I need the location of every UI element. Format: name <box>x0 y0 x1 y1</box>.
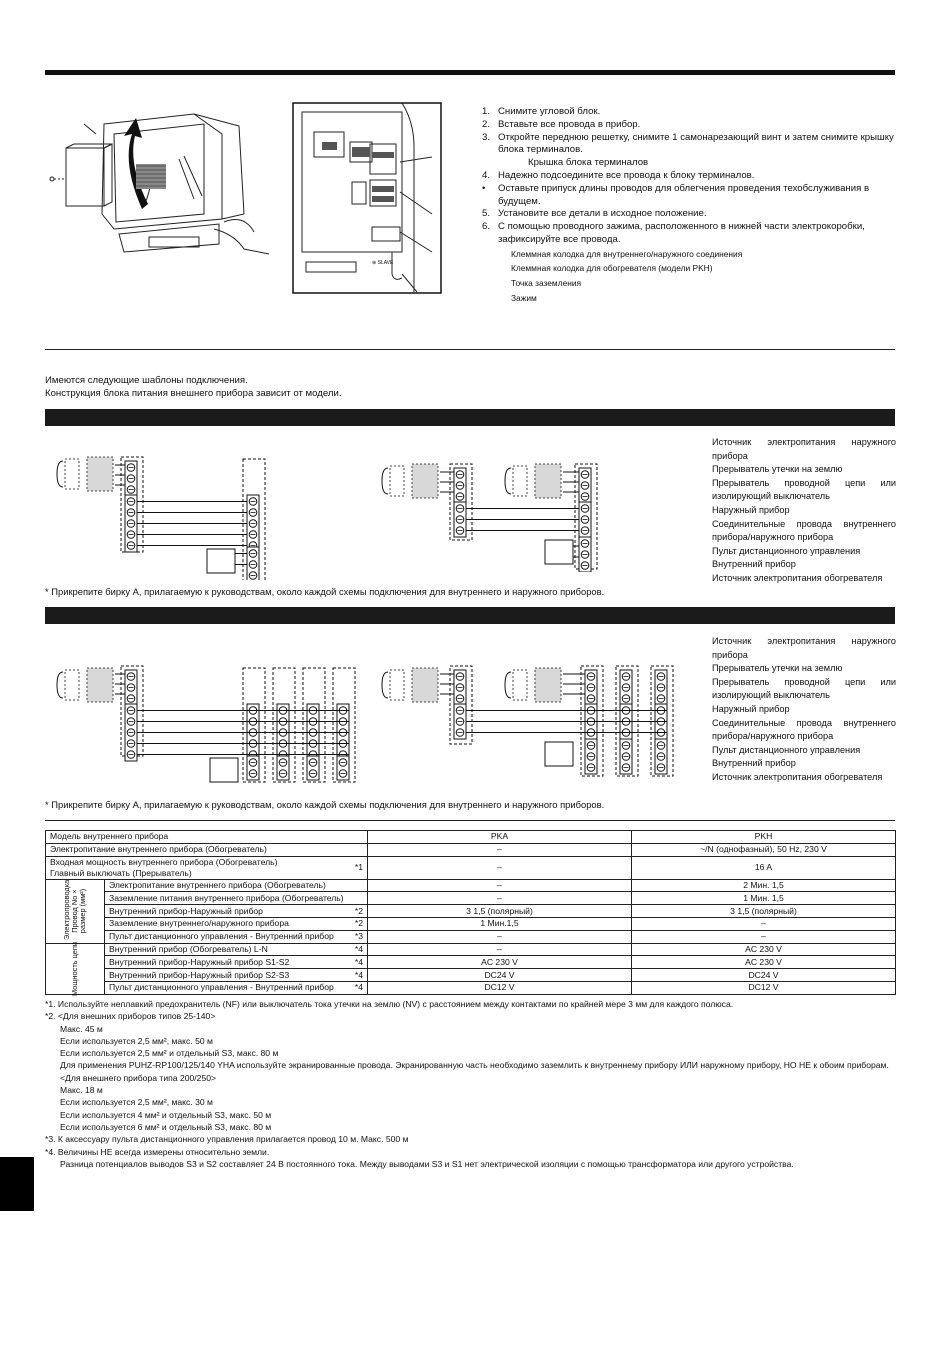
section-band-1 <box>45 409 895 426</box>
legend-item: Прерыватель утечки на землю <box>712 663 843 674</box>
step-number: 3. <box>482 131 491 143</box>
intro-line: Имеются следующие шаблоны подключения. <box>45 375 248 386</box>
row-label: Внутренний прибор-Наружный прибор <box>109 905 263 916</box>
table-cell: DC24 V <box>632 969 896 982</box>
note-line: Если используется 2,5 мм² и отдельный S3, макс. 80 м <box>60 1048 279 1059</box>
table-cell <box>105 892 368 905</box>
row-label: Электропитание внутреннего прибора (Обогреватель) <box>109 879 326 890</box>
power-source-bracket <box>57 672 63 698</box>
power-source-bracket <box>382 672 388 698</box>
table-cell <box>105 943 368 956</box>
remote-controller <box>210 758 238 782</box>
note-line: Макс. 45 м <box>60 1023 103 1034</box>
table-row <box>46 981 896 994</box>
table-cell: 16 A <box>632 856 896 879</box>
table-cell: DC24 V <box>368 969 632 982</box>
breaker-box <box>513 466 527 496</box>
section-rule <box>45 349 895 350</box>
table-cell <box>46 856 368 879</box>
note-line: Если используется 2,5 мм², макс. 50 м <box>60 1035 213 1046</box>
table-cell: – <box>368 843 632 856</box>
remote-controller <box>545 540 573 564</box>
step-number: • <box>482 182 486 194</box>
table-row <box>46 943 896 956</box>
note-mark: *4 <box>354 956 363 967</box>
power-source-bracket <box>382 468 388 494</box>
table-row <box>46 831 896 844</box>
table-rule <box>45 820 895 821</box>
table-cell <box>105 917 368 930</box>
step-text: Крышка блока терминалов <box>528 157 649 169</box>
step-text: Установите все детали в исходное положение. <box>498 208 707 220</box>
table-cell: PKH <box>632 831 896 844</box>
cell-line: Главный выключать (Прерыватель) <box>50 867 192 878</box>
power-source-bracket <box>505 672 511 698</box>
legend-list-2 <box>712 635 896 785</box>
remote-controller <box>207 549 235 573</box>
wiring-diagram-single-left <box>55 455 285 580</box>
note-line: *1. Используйте неплавкий предохранитель (NF) или выключатель тока утечки на землю (NV) с расстоянием между контактами по крайней мере 3 мм для каждого полюса. <box>45 999 734 1009</box>
table-cell <box>105 905 368 918</box>
table-row <box>46 856 896 879</box>
table-cell: – <box>368 879 632 892</box>
breaker-box <box>65 459 79 489</box>
row-label: Пульт дистанционного управления - Внутренний прибор <box>109 931 334 942</box>
step-item <box>482 221 897 247</box>
step-text: Снимите угловой блок. <box>498 106 601 117</box>
section-band-2 <box>45 607 895 624</box>
table-cell: 1 Мин. 1,5 <box>632 892 896 905</box>
note-line: Разница потенциалов выводов S3 и S2 составляет 24 В постоянного тока. Между выводами S3 и S1 нет электрической изоляции с помощью трансформатора или другого устройства. <box>60 1158 794 1169</box>
table-row <box>46 930 896 943</box>
row-label: Внутренний прибор-Наружный прибор S1-S2 <box>109 956 290 967</box>
step-item <box>482 170 897 183</box>
table-cell <box>105 879 368 892</box>
footnote-1: * Прикрепите бирку А, прилагаемую к руководствам, около каждой схемы подключения для внутреннего и наружного приборов. <box>45 586 605 597</box>
step-legend-item: Клеммная колодка для обогревателя (модели PKH) <box>511 263 713 274</box>
table-cell: – <box>368 943 632 956</box>
table-cell: 3 1,5 (полярный) <box>632 905 896 918</box>
group-label: Электропроводка Провод No × размер (мм²) <box>62 879 87 940</box>
legend-item: Пульт дистанционного управления <box>712 545 861 556</box>
step-number <box>482 157 498 170</box>
step-text: Надежно подсоедините все провода к блоку терминалов. <box>498 169 755 181</box>
legend-item: Источник электропитания наружного прибора <box>712 636 896 660</box>
wiring-diagram-multi-left <box>55 664 365 786</box>
table-cell: Электропитание внутреннего прибора (Обогреватель) <box>46 843 368 856</box>
legend-item: Внутренний прибор <box>712 758 796 769</box>
table-cell: – <box>632 930 896 943</box>
group-label-cell <box>46 942 105 997</box>
step-text: Оставьте припуск длины проводов для облегчения проведения техобслуживания в будущем. <box>498 182 870 207</box>
step-item <box>482 208 897 221</box>
intro-text <box>45 374 342 400</box>
legend-item: Пульт дистанционного управления <box>712 744 861 755</box>
table-row <box>46 843 896 856</box>
step-number: 5. <box>482 208 491 220</box>
step-item <box>482 119 897 132</box>
breaker-box <box>87 457 113 491</box>
page-tab-marker <box>0 1157 34 1211</box>
step-number: 4. <box>482 169 491 181</box>
breaker-box <box>412 464 438 498</box>
spec-table <box>45 830 896 995</box>
group-label: Мощность цепи <box>70 942 79 997</box>
note-line: Если используется 6 мм² и отдельный S3, макс. 80 м <box>60 1121 272 1132</box>
table-cell: – <box>368 856 632 879</box>
table-cell: 1 Мин.1,5 <box>368 917 632 930</box>
row-label: Внутренний прибор-Наружный прибор S2-S3 <box>109 969 290 980</box>
step-text: С помощью проводного зажима, расположенного в нижней части электрокоробки, зафиксируйте все провода. <box>498 221 865 245</box>
legend-item: Прерыватель утечки на землю <box>712 464 843 475</box>
instruction-steps <box>482 106 897 305</box>
row-label: Пульт дистанционного управления - Внутренний прибор <box>109 982 334 993</box>
legend-item: Источник электропитания обогревателя <box>712 572 883 583</box>
breaker-box <box>65 670 79 700</box>
group-label-cell <box>46 879 105 943</box>
intro-line: Конструкция блока питания внешнего прибора зависит от модели. <box>45 388 342 399</box>
unit-open-illustration <box>44 104 280 268</box>
table-cell: AC 230 V <box>632 956 896 969</box>
breaker-box <box>390 466 404 496</box>
terminal-box-illustration <box>292 102 442 294</box>
step-legend-item: Клеммная колодка для внутреннего/наружного соединения <box>511 248 743 259</box>
table-row <box>46 892 896 905</box>
note-line: Если используется 2,5 мм², макс. 30 м <box>60 1097 213 1108</box>
footnote-2: * Прикрепите бирку А, прилагаемую к руководствам, около каждой схемы подключения для внутреннего и наружного приборов. <box>45 799 605 810</box>
table-row <box>46 956 896 969</box>
table-row <box>46 905 896 918</box>
step-number: 1. <box>482 106 491 117</box>
table-cell <box>105 956 368 969</box>
table-cell: 2 Мин. 1,5 <box>632 879 896 892</box>
note-mark: *4 <box>354 943 363 954</box>
note-line: <Для внешнего прибора типа 200/250> <box>60 1072 217 1083</box>
note-line: Если используется 4 мм² и отдельный S3, макс. 50 м <box>60 1109 272 1120</box>
note-mark: *4 <box>354 982 363 993</box>
legend-item: Источник электропитания наружного прибора <box>712 437 896 461</box>
note-line: *3. К аксессуару пульта дистанционного управления прилагается провод 10 м. Макс. 500 м <box>45 1134 409 1145</box>
notes <box>45 998 897 1170</box>
table-cell: DC12 V <box>368 981 632 994</box>
note-mark: *3 <box>354 931 363 942</box>
breaker-box <box>513 670 527 700</box>
table-cell: ~/N (однофазный), 50 Hz, 230 V <box>632 843 896 856</box>
step-number: 6. <box>482 221 491 233</box>
power-source-bracket <box>57 461 63 487</box>
table-cell: – <box>632 917 896 930</box>
step-text: Откройте переднюю решетку, снимите 1 самонарезающий винт и затем снимите крышку блока терминалов. <box>498 131 894 156</box>
note-line: *4. Величины НЕ всегда измерены относительно земли. <box>45 1146 270 1157</box>
legend-item: Прерыватель проводной цепи или изолирующий выключатель <box>712 477 896 502</box>
table-row <box>46 879 896 892</box>
legend-item: Источник электропитания обогревателя <box>712 771 883 782</box>
power-source-bracket <box>505 468 511 494</box>
step-text: Вставьте все провода в прибор. <box>498 118 641 130</box>
table-cell <box>105 930 368 943</box>
row-label: Заземление питания внутреннего прибора (Обогреватель) <box>109 892 344 903</box>
breaker-box <box>535 464 561 498</box>
step-item <box>482 106 897 119</box>
table-cell <box>105 969 368 982</box>
table-cell: AC 230 V <box>632 943 896 956</box>
breaker-box <box>390 670 404 700</box>
step-legend-item: Точка заземления <box>511 277 582 288</box>
legend-item: Прерыватель проводной цепи или изолирующий выключатель <box>712 676 896 701</box>
table-cell <box>105 981 368 994</box>
breaker-box <box>412 668 438 702</box>
note-line: Макс. 18 м <box>60 1085 103 1096</box>
wiring-diagram-multi-right <box>380 664 680 780</box>
legend-item: Наружный прибор <box>712 504 790 515</box>
table-row <box>46 917 896 930</box>
step-legend-item: Зажим <box>511 292 537 303</box>
legend-item: Соединительные провода внутреннего прибора/наружного прибора <box>712 518 896 543</box>
breaker-box <box>535 668 561 702</box>
table-cell: – <box>368 892 632 905</box>
breaker-box <box>87 668 113 702</box>
wiring-diagram-single-right <box>380 462 610 572</box>
top-rule <box>45 70 895 75</box>
table-row <box>46 969 896 982</box>
table-cell: PKA <box>368 831 632 844</box>
note-mark: *2 <box>354 918 363 929</box>
table-cell: DC12 V <box>632 981 896 994</box>
step-item <box>482 183 897 209</box>
table-cell: Модель внутреннего прибора <box>46 831 368 844</box>
table-cell: – <box>368 930 632 943</box>
step-item <box>482 157 897 170</box>
step-item <box>482 132 897 158</box>
row-label: Заземление внутреннего/наружного прибора <box>109 918 289 929</box>
note-line: Для применения PUHZ-RP100/125/140 YHA используйте экранированные провода. Экранированную часть необходимо заземлить к внутреннему прибору ИЛИ наружному прибору, НО НЕ к обоим приборам. <box>60 1060 889 1071</box>
table-cell: AC 230 V <box>368 956 632 969</box>
legend-item: Соединительные провода внутреннего прибора/наружного прибора <box>712 717 896 742</box>
legend-list-1 <box>712 436 896 586</box>
table-cell: 3 1,5 (полярный) <box>368 905 632 918</box>
step-number: 2. <box>482 118 491 130</box>
note-line: *2. <Для внешних приборов типов 25-140> <box>45 1011 216 1022</box>
remote-controller <box>545 742 573 766</box>
legend-item: Внутренний прибор <box>712 559 796 570</box>
note-mark: *4 <box>354 969 363 980</box>
note-mark: *1 <box>354 861 363 872</box>
legend-item: Наружный прибор <box>712 703 790 714</box>
row-label: Внутренний прибор (Обогреватель) L-N <box>109 943 268 954</box>
panel-label: ⊕ SLAVE <box>372 260 394 266</box>
note-mark: *2 <box>354 905 363 916</box>
cell-line: Входная мощность внутреннего прибора (Обогреватель) <box>50 856 278 867</box>
